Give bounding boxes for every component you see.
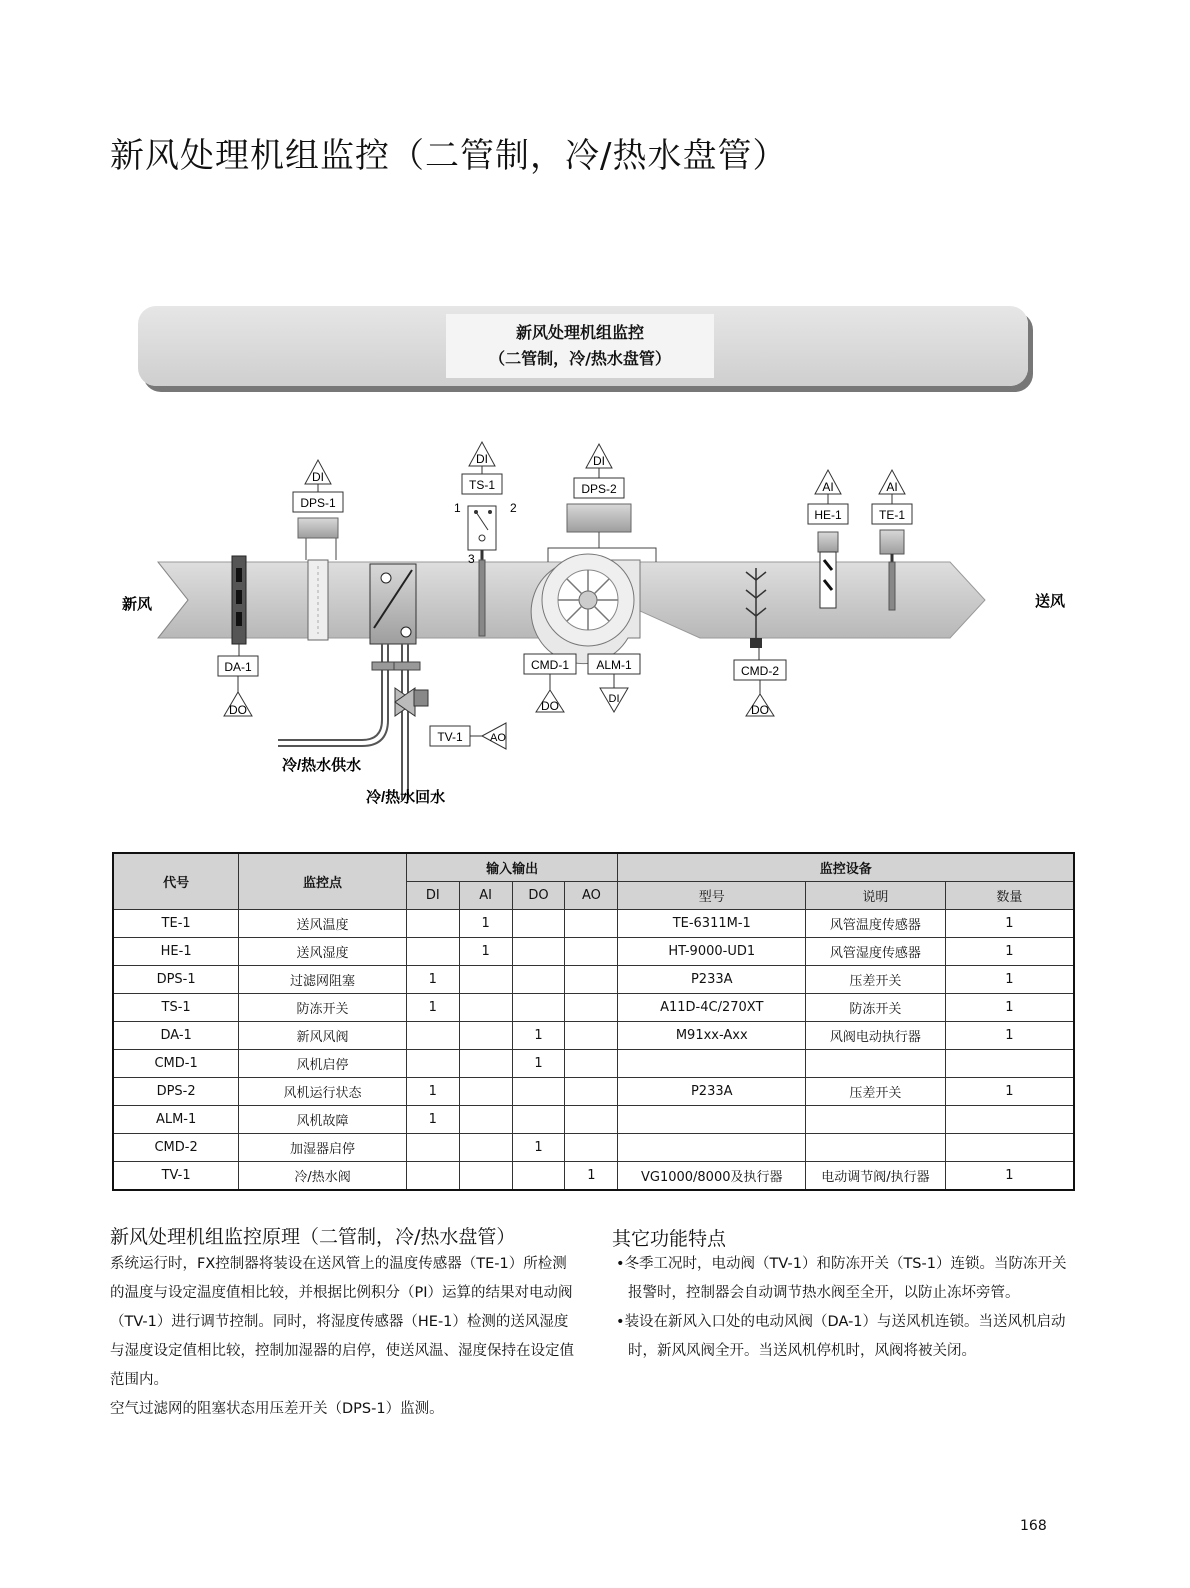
col-equipment: 监控设备	[618, 853, 1074, 882]
monitoring-points-table	[112, 852, 1075, 1191]
cell-code: TV-1	[113, 1162, 239, 1191]
cell-model: M91xx-Axx	[618, 1022, 806, 1050]
dps1-sensor	[298, 518, 338, 538]
cell-ao	[565, 994, 618, 1022]
cell-desc: 风阀电动执行器	[806, 1022, 946, 1050]
banner-line-1: 新风处理机组监控	[515, 323, 644, 342]
cell-do: 1	[512, 1022, 565, 1050]
cell-do	[512, 910, 565, 938]
dps1-signal: DI	[312, 470, 324, 484]
cell-point: 风机运行状态	[239, 1078, 407, 1106]
principle-heading: 新风处理机组监控原理（二管制，冷/热水盘管）	[110, 1226, 516, 1248]
cell-point: 送风温度	[239, 910, 407, 938]
cell-qty: 1	[945, 1078, 1074, 1106]
cell-desc	[806, 1106, 946, 1134]
cell-point: 防冻开关	[239, 994, 407, 1022]
cell-ai	[459, 1022, 512, 1050]
cell-ai	[459, 994, 512, 1022]
cell-qty: 1	[945, 910, 1074, 938]
col-qty: 数量	[945, 882, 1074, 910]
cell-do: 1	[512, 1134, 565, 1162]
cell-ao	[565, 966, 618, 994]
features-list	[612, 1250, 1072, 1366]
table-row	[113, 994, 1074, 1022]
cell-qty: 1	[945, 1022, 1074, 1050]
cmd1-signal: DO	[541, 699, 559, 713]
col-desc: 说明	[806, 882, 946, 910]
he1-sensor	[818, 532, 838, 552]
dps1-label: DPS-1	[300, 496, 336, 510]
cell-ai: 1	[459, 938, 512, 966]
cell-model	[618, 1134, 806, 1162]
cell-code: CMD-1	[113, 1050, 239, 1078]
page-title: 新风处理机组监控（二管制，冷/热水盘管）	[110, 136, 788, 176]
cell-ai	[459, 1078, 512, 1106]
cell-ai	[459, 1106, 512, 1134]
cell-do	[512, 938, 565, 966]
switch-terminal-3: 3	[468, 552, 475, 566]
cell-code: CMD-2	[113, 1134, 239, 1162]
feature-item: •装设在新风入口处的电动风阀（DA-1）与送风机连锁。当送风机启动时，新风风阀全开。当送风机停机时，风阀将被关闭。	[616, 1314, 1066, 1359]
cmd1-label: CMD-1	[531, 658, 569, 672]
control-valve	[395, 688, 428, 716]
he1-label: HE-1	[814, 508, 842, 522]
cell-point: 加湿器启停	[239, 1134, 407, 1162]
table-row	[113, 1134, 1074, 1162]
cell-di	[406, 938, 459, 966]
cell-code: DA-1	[113, 1022, 239, 1050]
cell-desc: 压差开关	[806, 1078, 946, 1106]
cell-point: 风机启停	[239, 1050, 407, 1078]
cell-desc: 风管温度传感器	[806, 910, 946, 938]
table-row	[113, 938, 1074, 966]
cell-do	[512, 1106, 565, 1134]
cell-model	[618, 1050, 806, 1078]
cell-di	[406, 910, 459, 938]
table-row	[113, 1050, 1074, 1078]
cell-point: 新风风阀	[239, 1022, 407, 1050]
da1-label: DA-1	[224, 660, 252, 674]
cell-qty: 1	[945, 938, 1074, 966]
table-row	[113, 1162, 1074, 1191]
cell-desc	[806, 1050, 946, 1078]
banner-line-2: （二管制，冷/热水盘管）	[489, 349, 671, 368]
cell-di	[406, 1134, 459, 1162]
cell-code: TS-1	[113, 994, 239, 1022]
col-do: DO	[512, 882, 565, 910]
cell-point: 风机故障	[239, 1106, 407, 1134]
cell-code: DPS-2	[113, 1078, 239, 1106]
cell-qty: 1	[945, 1162, 1074, 1191]
cell-di: 1	[406, 1078, 459, 1106]
cell-ai	[459, 1050, 512, 1078]
switch-terminal-2: 2	[510, 501, 517, 515]
cell-model: P233A	[618, 966, 806, 994]
cell-di	[406, 1022, 459, 1050]
cmd2-signal: DO	[751, 703, 769, 717]
ts1-label: TS-1	[468, 478, 496, 492]
cell-di	[406, 1162, 459, 1191]
cell-point: 过滤网阻塞	[239, 966, 407, 994]
cell-di: 1	[406, 994, 459, 1022]
table-row	[113, 1106, 1074, 1134]
alm1-signal: DI	[608, 693, 620, 705]
col-io: 输入输出	[406, 853, 618, 882]
diagram-banner-title	[446, 314, 714, 378]
cell-desc: 压差开关	[806, 966, 946, 994]
cell-ai	[459, 966, 512, 994]
cell-ao: 1	[565, 1162, 618, 1191]
cell-desc	[806, 1134, 946, 1162]
da1-signal: DO	[229, 703, 247, 717]
switch-terminal-1: 1	[454, 501, 461, 515]
table-row	[113, 1078, 1074, 1106]
principle-paragraph-1: 系统运行时，FX控制器将装设在送风管上的温度传感器（TE-1）所检测的温度与设定温度值相比较，并根据比例积分（PI）运算的结果对电动阀（TV-1）进行调节控制。同时，将湿度传感器（HE-1）检测的送风湿度与湿度设定值相比较，控制加湿器的启停，使送风温、湿度保持在设定值范围内。	[110, 1256, 574, 1388]
col-model: 型号	[618, 882, 806, 910]
cell-desc: 防冻开关	[806, 994, 946, 1022]
cell-ao	[565, 1078, 618, 1106]
te1-label: TE-1	[878, 508, 906, 522]
col-code: 代号	[113, 853, 239, 910]
col-di: DI	[406, 882, 459, 910]
col-point: 监控点	[239, 853, 407, 910]
cell-ao	[565, 910, 618, 938]
cell-code: DPS-1	[113, 966, 239, 994]
col-ai: AI	[459, 882, 512, 910]
outlet-label: 送风	[1035, 593, 1066, 610]
feature-item: •冬季工况时，电动阀（TV-1）和防冻开关（TS-1）连锁。当防冻开关报警时，控制器会自动调节热水阀至全开，以防止冻坏旁管。	[616, 1256, 1067, 1301]
features-heading: 其它功能特点	[612, 1228, 727, 1250]
damper	[232, 556, 246, 644]
he1-signal: AI	[822, 480, 834, 494]
cell-model: A11D-4C/270XT	[618, 994, 806, 1022]
cell-ai: 1	[459, 910, 512, 938]
ts1-signal: DI	[476, 452, 488, 466]
cell-di: 1	[406, 1106, 459, 1134]
cell-qty: 1	[945, 994, 1074, 1022]
cell-ao	[565, 1050, 618, 1078]
cell-point: 冷/热水阀	[239, 1162, 407, 1191]
cell-code: ALM-1	[113, 1106, 239, 1134]
cell-do	[512, 1078, 565, 1106]
cell-model: P233A	[618, 1078, 806, 1106]
col-ao: AO	[565, 882, 618, 910]
cell-model: HT-9000-UD1	[618, 938, 806, 966]
cell-di: 1	[406, 966, 459, 994]
cell-qty	[945, 1050, 1074, 1078]
dps2-sensor	[567, 504, 631, 532]
cell-model	[618, 1106, 806, 1134]
table-row	[113, 966, 1074, 994]
te1-sensor	[880, 530, 904, 554]
cell-code: TE-1	[113, 910, 239, 938]
cell-di	[406, 1050, 459, 1078]
cell-point: 送风湿度	[239, 938, 407, 966]
table-row	[113, 1022, 1074, 1050]
alm1-label: ALM-1	[596, 658, 632, 672]
dps2-signal: DI	[593, 454, 605, 468]
principle-paragraph-2: 空气过滤网的阻塞状态用压差开关（DPS-1）监测。	[110, 1401, 444, 1417]
principle-body	[110, 1250, 580, 1424]
cell-desc: 风管湿度传感器	[806, 938, 946, 966]
cell-qty	[945, 1106, 1074, 1134]
dps2-label: DPS-2	[581, 482, 617, 496]
te1-signal: AI	[886, 480, 898, 494]
cell-ao	[565, 938, 618, 966]
return-water-label: 冷/热水回水	[366, 789, 446, 806]
cell-desc: 电动调节阀/执行器	[806, 1162, 946, 1191]
table-row	[113, 910, 1074, 938]
supply-water-label: 冷/热水供水	[282, 757, 362, 774]
cell-ai	[459, 1134, 512, 1162]
page-number: 168	[1020, 1518, 1047, 1534]
inlet-label: 新风	[122, 596, 153, 613]
cell-do	[512, 966, 565, 994]
cell-model: TE-6311M-1	[618, 910, 806, 938]
cell-qty	[945, 1134, 1074, 1162]
tv1-label: TV-1	[437, 730, 463, 744]
cell-do: 1	[512, 1050, 565, 1078]
ahu-schematic	[0, 420, 1190, 820]
cell-model: VG1000/8000及执行器	[618, 1162, 806, 1191]
cell-qty: 1	[945, 966, 1074, 994]
cell-do	[512, 994, 565, 1022]
cell-code: HE-1	[113, 938, 239, 966]
tv1-signal: AO	[490, 732, 506, 744]
cell-do	[512, 1162, 565, 1191]
cell-ai	[459, 1162, 512, 1191]
cell-ao	[565, 1106, 618, 1134]
cell-ao	[565, 1022, 618, 1050]
cell-ao	[565, 1134, 618, 1162]
cmd2-label: CMD-2	[741, 664, 779, 678]
